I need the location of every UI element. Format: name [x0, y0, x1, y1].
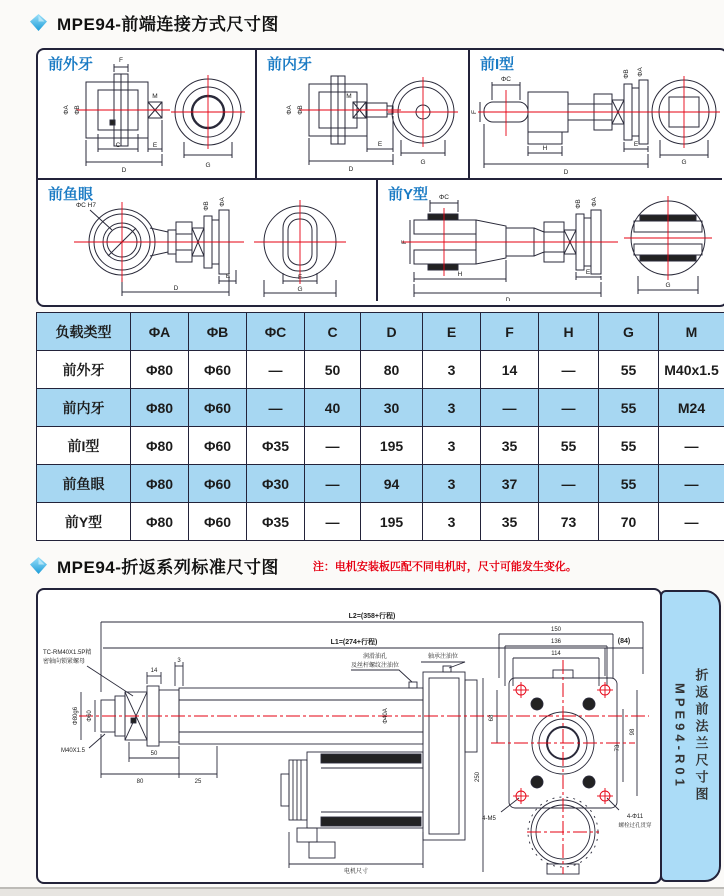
- dim-D: D: [505, 297, 511, 301]
- dim-phiA: ΦA: [286, 105, 293, 115]
- cell-front-fisheye: [38, 180, 378, 301]
- table-cell: —: [481, 389, 539, 427]
- table-cell: 35: [481, 427, 539, 465]
- section2-header: [30, 553, 577, 578]
- header-H: H: [539, 313, 599, 351]
- table-cell: Φ60: [189, 503, 247, 541]
- table-cell: 80: [361, 351, 423, 389]
- table-row-i-type: [37, 427, 724, 465]
- table-cell: 3: [423, 351, 481, 389]
- table-cell: —: [247, 389, 305, 427]
- dim-phiB: ΦB: [74, 105, 81, 115]
- dim-H: H: [542, 145, 548, 152]
- section2-title: MPE94-折返系列标准尺寸图: [57, 558, 279, 577]
- header-D: D: [361, 313, 423, 351]
- revision-note: 注：电机安装板匹配不同电机时，尺寸可能发生变化。: [312, 560, 577, 573]
- header-F: F: [481, 313, 539, 351]
- front-connection-panel: [36, 48, 724, 307]
- dim-G: G: [205, 162, 211, 169]
- locknut-label-line1: TC-RM40X1.5P精: [43, 650, 92, 656]
- front-y-type-drawing: [378, 180, 722, 301]
- table-cell: 94: [361, 465, 423, 503]
- dim-F: F: [298, 274, 302, 281]
- page-bottom-edge: [0, 887, 724, 896]
- dim-114: 114: [551, 651, 561, 657]
- table-cell: —: [539, 351, 599, 389]
- table-cell: —: [247, 351, 305, 389]
- dim-98: 98: [630, 728, 636, 736]
- dim-G: G: [665, 282, 671, 289]
- bolt-through-label: 螺栓过孔贯穿: [618, 823, 652, 829]
- table-cell: —: [659, 427, 724, 465]
- dim-E: E: [377, 141, 383, 148]
- front-internal-thread-label: 前内牙: [267, 56, 313, 73]
- cell-front-i-type: [470, 50, 722, 180]
- front-i-type-label: 前I型: [480, 56, 515, 73]
- front-external-thread-label: 前外牙: [48, 56, 94, 73]
- cell-front-external-thread: [38, 50, 257, 180]
- dim-E: E: [633, 141, 639, 148]
- side-tab-code: MPE94-R01: [672, 682, 688, 790]
- table-cell: 55: [539, 427, 599, 465]
- dim-phiB: ΦB: [203, 201, 210, 211]
- header-M: M: [659, 313, 724, 351]
- side-tab-title: 折返前法兰尺寸图: [693, 668, 709, 804]
- dim-D: D: [173, 285, 179, 292]
- row-type: 前内牙: [37, 389, 131, 427]
- diamond-icon: [30, 557, 47, 574]
- dim-50: 50: [150, 751, 158, 757]
- table-cell: —: [539, 465, 599, 503]
- table-row-internal-thread: [37, 389, 724, 427]
- dim-E: E: [225, 273, 231, 280]
- dim-84: (84): [617, 638, 631, 645]
- table-row-fisheye: [37, 465, 724, 503]
- dim-G: G: [681, 159, 687, 166]
- dim-73: 73: [615, 744, 621, 752]
- table-cell: Φ80: [131, 465, 189, 503]
- table-cell: 55: [599, 389, 659, 427]
- cell-front-y-type: [378, 180, 722, 301]
- dim-3: 3: [177, 658, 181, 664]
- header-E: E: [423, 313, 481, 351]
- table-cell: 50: [305, 351, 361, 389]
- row-type: 前I型: [37, 427, 131, 465]
- table-cell: Φ80: [131, 503, 189, 541]
- table-cell: Φ80: [131, 351, 189, 389]
- dim-phiA: ΦA: [637, 67, 644, 77]
- header-C: C: [305, 313, 361, 351]
- tube-diameter-label: Φ40A: [383, 708, 389, 724]
- rear-drawing: [39, 592, 655, 876]
- header-G: G: [599, 313, 659, 351]
- table-cell: 3: [423, 503, 481, 541]
- bolt-phi11-label: 4-Φ11: [626, 814, 644, 820]
- dim-L2: L2=(358+行程): [348, 613, 396, 620]
- side-tab: [660, 590, 721, 882]
- table-cell: Φ60: [189, 465, 247, 503]
- table-cell: Φ80: [131, 427, 189, 465]
- dim-14: 14: [150, 668, 158, 674]
- dim-phiA: ΦA: [219, 197, 226, 207]
- dim-F: F: [119, 57, 123, 64]
- dim-phiB: ΦB: [297, 105, 304, 115]
- section1-header: [30, 10, 279, 35]
- front-y-type-label: 前Y型: [388, 186, 429, 203]
- row-type: 前外牙: [37, 351, 131, 389]
- dim-E: E: [585, 269, 591, 276]
- dim-phi60: Φ60: [87, 710, 93, 722]
- dim-phiC-H7: ΦC H7: [76, 202, 96, 209]
- table-cell: Φ30: [247, 465, 305, 503]
- dim-25: 25: [194, 779, 202, 785]
- dim-M: M: [152, 93, 158, 100]
- table-cell: M24: [659, 389, 724, 427]
- table-cell: 30: [361, 389, 423, 427]
- table-cell: 195: [361, 503, 423, 541]
- dimension-table: [36, 312, 724, 541]
- motor-size-label: 电机尺寸: [343, 869, 369, 875]
- rear-dimension-panel: [36, 588, 662, 884]
- oil-port-label-line1: 润滑油孔: [362, 654, 388, 660]
- dim-phiB: ΦB: [575, 199, 582, 209]
- table-cell: —: [539, 389, 599, 427]
- dim-150: 150: [550, 627, 562, 633]
- front-fisheye-label: 前鱼眼: [48, 186, 94, 203]
- bolt-m5-label: 4-M5: [482, 816, 496, 822]
- dim-80: 80: [136, 779, 144, 785]
- table-cell: 3: [423, 465, 481, 503]
- table-cell: Φ80: [131, 389, 189, 427]
- table-cell: 55: [599, 351, 659, 389]
- table-cell: 195: [361, 427, 423, 465]
- table-cell: 14: [481, 351, 539, 389]
- table-cell: —: [305, 465, 361, 503]
- dim-F: F: [401, 240, 408, 244]
- table-cell: 35: [481, 503, 539, 541]
- header-load-type: 负载类型: [37, 313, 131, 351]
- table-cell: M40x1.5: [659, 351, 724, 389]
- dim-C: C: [115, 142, 121, 149]
- dim-G: G: [297, 286, 303, 293]
- dim-phiC: ΦC: [439, 194, 449, 201]
- diamond-icon: [30, 14, 47, 31]
- table-cell: —: [659, 503, 724, 541]
- table-cell: —: [659, 465, 724, 503]
- table-header-row: [37, 313, 724, 351]
- dim-H: H: [457, 271, 463, 278]
- table-cell: 37: [481, 465, 539, 503]
- table-cell: 40: [305, 389, 361, 427]
- dim-F: F: [471, 110, 478, 114]
- bearing-oil-label: 轴承注油位: [427, 654, 459, 660]
- dim-D: D: [121, 167, 127, 174]
- dim-L1: L1=(274+行程): [330, 639, 378, 646]
- table-cell: Φ60: [189, 389, 247, 427]
- thread-label: M40X1.5: [61, 748, 86, 754]
- dim-136: 136: [550, 639, 562, 645]
- dim-phiA: ΦA: [63, 105, 70, 115]
- table-row-external-thread: [37, 351, 724, 389]
- table-cell: Φ60: [189, 427, 247, 465]
- dim-G: G: [420, 159, 426, 166]
- header-phiB: ΦB: [189, 313, 247, 351]
- row-type: 前Y型: [37, 503, 131, 541]
- table-cell: —: [305, 427, 361, 465]
- header-phiA: ΦA: [131, 313, 189, 351]
- table-cell: Φ35: [247, 427, 305, 465]
- table-row-y-type: [37, 503, 724, 541]
- table-cell: Φ60: [189, 351, 247, 389]
- table-cell: 73: [539, 503, 599, 541]
- dim-D: D: [563, 169, 569, 176]
- table-cell: 55: [599, 465, 659, 503]
- locknut-label-line2: 密轴向锁紧螺母: [43, 659, 86, 665]
- oil-port-label-line2: 及丝杆螺纹注油位: [350, 663, 400, 669]
- table-cell: Φ35: [247, 503, 305, 541]
- dim-M: M: [346, 93, 352, 100]
- section1-title: MPE94-前端连接方式尺寸图: [57, 15, 279, 34]
- dim-E: E: [152, 142, 158, 149]
- table-cell: —: [305, 503, 361, 541]
- dim-68: 68: [489, 714, 495, 722]
- row-type: 前鱼眼: [37, 465, 131, 503]
- dim-phiC: ΦC: [501, 76, 511, 83]
- cell-front-internal-thread: [257, 50, 470, 180]
- table-cell: 55: [599, 427, 659, 465]
- dim-250: 250: [475, 771, 481, 783]
- dim-phiA: ΦA: [591, 197, 598, 207]
- dim-D: D: [348, 166, 354, 173]
- header-phiC: ΦC: [247, 313, 305, 351]
- side-tab-text: [670, 668, 712, 804]
- dim-phi80g6: Φ80g6: [73, 706, 79, 726]
- table-cell: 3: [423, 389, 481, 427]
- dim-phiB: ΦB: [623, 69, 630, 79]
- table-cell: 3: [423, 427, 481, 465]
- table-cell: 70: [599, 503, 659, 541]
